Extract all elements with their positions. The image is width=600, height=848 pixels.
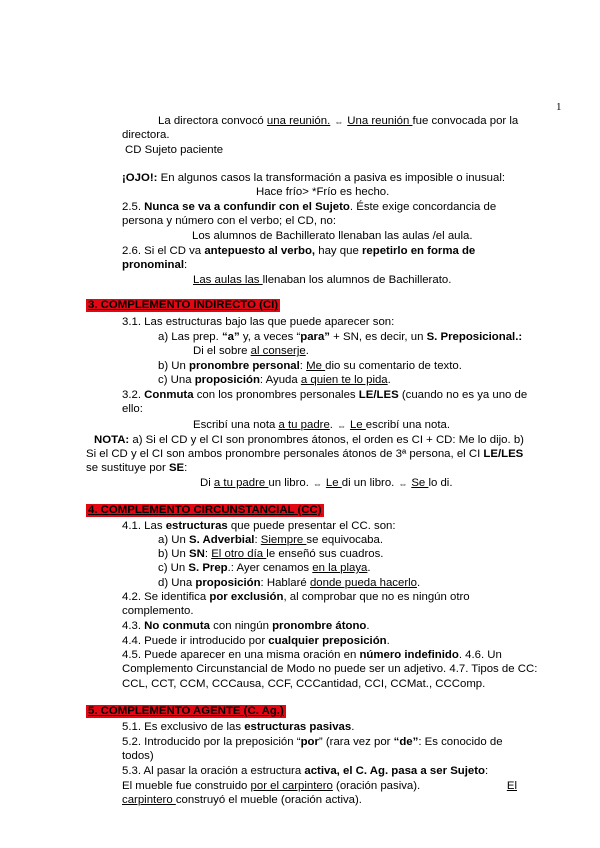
text: d) Una — [158, 577, 196, 589]
text: : — [184, 462, 188, 474]
section-heading-cc: 4. COMPLEMENTO CIRCUNSTANCIAL (CC) — [88, 504, 322, 516]
bold-text: “de” — [393, 736, 419, 748]
text-line — [122, 519, 396, 533]
underlined-text: a quien te lo pida — [300, 374, 388, 386]
section-3-2 — [122, 388, 527, 402]
bold-text: repetirlo en forma de — [361, 245, 476, 257]
underlined-text: a tu padre — [213, 477, 269, 489]
bold-text: LE/LES — [358, 389, 399, 401]
text: 2.5. — [122, 201, 145, 213]
underlined-text: Me — [306, 360, 326, 372]
text: c) Una — [158, 374, 195, 386]
text: : — [299, 360, 307, 372]
bold-text: por exclusión — [209, 591, 284, 603]
text: 4.3. — [122, 620, 145, 632]
text-line — [122, 720, 354, 734]
text: con los pronombres personales — [193, 389, 359, 401]
text: 4.4. Puede ir introducido por — [122, 635, 269, 647]
text: que puede presentar el CC. son: — [227, 520, 396, 532]
underlined-text: El — [506, 780, 517, 792]
text-line — [122, 590, 470, 604]
nota-line — [86, 461, 187, 475]
text: construyó el mueble (oración activa). — [175, 794, 362, 806]
text-line: CD Sujeto paciente — [125, 144, 224, 156]
text: : — [254, 534, 261, 546]
underlined-text: Se — [411, 477, 429, 489]
underlined-text: El otro día — [211, 548, 267, 560]
underlined-text: por el carpintero — [250, 780, 333, 792]
underlined-text: Siempre — [260, 534, 307, 546]
text: escribí una nota. — [365, 419, 451, 431]
bold-text: No conmuta — [144, 620, 210, 632]
list-item — [158, 561, 371, 575]
double-arrow-icon: ⇔ — [336, 421, 346, 431]
example-line — [122, 779, 517, 793]
text: . — [367, 562, 371, 574]
bold-text: pronombre personal — [189, 360, 300, 372]
text: 5.1. Es exclusivo de las — [122, 721, 245, 733]
section-heading-ci: 3. COMPLEMENTO INDIRECTO (CI) — [88, 299, 279, 311]
nota-line — [94, 433, 524, 447]
page-number: 1 — [556, 101, 562, 113]
example-line — [122, 793, 362, 807]
text: lo di. — [428, 477, 453, 489]
text-line — [122, 634, 390, 648]
section-2-6 — [122, 244, 475, 258]
text: Di el sobre — [193, 345, 251, 357]
text: , al comprobar que no es ningún otro — [283, 591, 470, 603]
text: + SN, es decir, un — [330, 331, 427, 343]
text: Di — [200, 477, 214, 489]
underlined-text: Las aulas las — [193, 274, 263, 286]
text: 4.5. Puede aparecer en una misma oración en — [122, 649, 360, 661]
text: Escribí una nota — [193, 419, 279, 431]
text: 4.1. Las — [122, 520, 166, 532]
text: 2.6. Si el CD va — [122, 245, 205, 257]
text: llenaban los alumnos de Bachillerato. — [262, 274, 452, 286]
text: a) Un — [158, 534, 190, 546]
text: dio su comentario de texto. — [325, 360, 462, 372]
text: con ningún — [210, 620, 273, 632]
list-item — [158, 533, 383, 547]
text: . — [329, 419, 333, 431]
text-line: Complemento Circunstancial de Modo no puede ser un adjetivo. 4.7. Tipos de CC: — [122, 663, 538, 675]
bold-text: proposición — [195, 577, 261, 589]
bold-text: para” — [300, 331, 331, 343]
bold-text: “a” — [221, 331, 240, 343]
text: un libro. — [268, 477, 309, 489]
text: ” (rara vez por — [318, 736, 394, 748]
text-line — [122, 735, 503, 749]
text: . — [366, 620, 370, 632]
text-line: ello: — [122, 403, 143, 415]
bold-text: activa, el C. Ag. pasa a ser Sujeto — [304, 765, 485, 777]
list-item — [158, 547, 383, 561]
example-line — [193, 273, 451, 287]
text: se sustituye por — [86, 462, 169, 474]
text-line: todos) — [122, 750, 154, 762]
text: : Hablaré — [260, 577, 310, 589]
text-line: complemento. — [122, 605, 194, 617]
bold-text: Conmuta — [144, 389, 194, 401]
text: . — [305, 345, 309, 357]
example-line: Los alumnos de Bachillerato llenaban las aulas /el aula. — [192, 230, 473, 242]
text: se equivocaba. — [306, 534, 384, 546]
text-line: persona y número con el verbo; el CD, no: — [122, 215, 337, 227]
underlined-text: Una reunión — [347, 115, 413, 127]
bold-label: ¡OJO!: — [122, 172, 158, 184]
text: : — [485, 765, 489, 777]
text: 5.2. Introducido por la preposición “ — [122, 736, 301, 748]
section-heading-cag: 5. COMPLEMENTO AGENTE (C. Ag.) — [88, 705, 284, 717]
bold-text: proposición — [194, 374, 260, 386]
bold-text: antepuesto al verbo, — [204, 245, 316, 257]
text: a) Si el CD y el CI son pronombres átonos, el orden es CI + CD: Me lo dijo. b) — [129, 434, 524, 446]
underlined-text: al conserje — [250, 345, 306, 357]
text: : Ayuda — [259, 374, 301, 386]
text: . — [387, 374, 391, 386]
list-item — [158, 330, 522, 344]
text: hay que — [315, 245, 362, 257]
text: . — [351, 721, 355, 733]
double-arrow-icon: ⇔ — [334, 117, 344, 127]
text: 4.2. Se identifica — [122, 591, 210, 603]
underlined-text: una reunión. — [266, 115, 331, 127]
text: .: Ayer cenamos — [227, 562, 313, 574]
text: 3.2. — [122, 389, 145, 401]
text: di un libro. — [341, 477, 395, 489]
text-line: CCL, CCT, CCM, CCCausa, CCF, CCCantidad, CCI, CCMat., CCComp. — [122, 678, 486, 690]
double-arrow-icon: ⇔ — [398, 479, 408, 489]
bold-text: pronombre átono — [272, 620, 367, 632]
underlined-text: carpintero — [122, 794, 176, 806]
text: (oración pasiva). — [332, 780, 421, 792]
example-line — [200, 476, 453, 490]
text-line — [122, 648, 502, 662]
bold-text: S. Preposicional.: — [426, 331, 523, 343]
example-line — [193, 344, 309, 358]
text: La directora convocó — [158, 115, 267, 127]
text: 5.3. Al pasar la oración a estructura — [122, 765, 305, 777]
text: y, a veces “ — [239, 331, 301, 343]
bold-text: estructuras pasivas — [244, 721, 352, 733]
section-2-5 — [122, 200, 496, 214]
list-item — [158, 576, 420, 590]
example-line-passive — [158, 114, 518, 128]
bold-text: S. Prep — [188, 562, 228, 574]
bold-text: S. Adverbial — [189, 534, 255, 546]
text: (cuando no es ya uno de — [398, 389, 528, 401]
text: : Es conocido de — [418, 736, 503, 748]
text: b) Un — [158, 360, 190, 372]
example-line — [193, 418, 450, 432]
text: El mueble fue construido — [122, 780, 251, 792]
text: Si el CD y el CI son ambos pronombre personales átonos de 3ª persona, el CI — [86, 448, 484, 460]
underlined-text: a tu padre — [278, 419, 330, 431]
bold-label: NOTA: — [94, 434, 130, 446]
underlined-text: donde pueda hacerlo — [309, 577, 417, 589]
bold-text: pronominal — [122, 259, 185, 271]
list-item — [158, 359, 462, 373]
text: fue convocada por la — [412, 115, 519, 127]
text: En algunos casos la transformación a pasiva es imposible o inusual: — [157, 172, 506, 184]
underlined-text: en la playa — [312, 562, 368, 574]
bold-text: número indefinido — [359, 649, 459, 661]
text-line: directora. — [122, 129, 170, 141]
bold-text: SE — [168, 462, 185, 474]
text: : — [184, 259, 188, 271]
text: c) Un — [158, 562, 189, 574]
bold-text: LE/LES — [483, 448, 524, 460]
text-line: 3.1. Las estructuras bajo las que puede aparecer son: — [122, 316, 395, 328]
double-arrow-icon: ⇔ — [312, 479, 322, 489]
bold-text: estructuras — [165, 520, 228, 532]
bold-text: SN — [189, 548, 205, 560]
list-item — [158, 373, 391, 387]
nota-line — [86, 447, 523, 461]
text: : — [204, 548, 212, 560]
underlined-text: Le — [325, 477, 342, 489]
text: a) Las prep. — [158, 331, 222, 343]
text: . 4.6. Un — [458, 649, 502, 661]
bold-text: cualquier preposición — [268, 635, 387, 647]
bold-text: por — [300, 736, 319, 748]
ojo-note — [122, 171, 505, 185]
text: . — [416, 577, 421, 589]
underlined-text: Le — [349, 419, 366, 431]
bold-text: Nunca se va a confundir con el Sujeto — [144, 201, 350, 213]
text: . Éste exige concordancia de — [349, 201, 497, 213]
text-line — [122, 258, 187, 272]
text-line — [122, 764, 488, 778]
ojo-example: Hace frío> *Frío es hecho. — [256, 186, 390, 198]
text: b) Un — [158, 548, 190, 560]
text-line — [122, 619, 370, 633]
text: le enseñó sus cuadros. — [266, 548, 384, 560]
text: . — [386, 635, 390, 647]
